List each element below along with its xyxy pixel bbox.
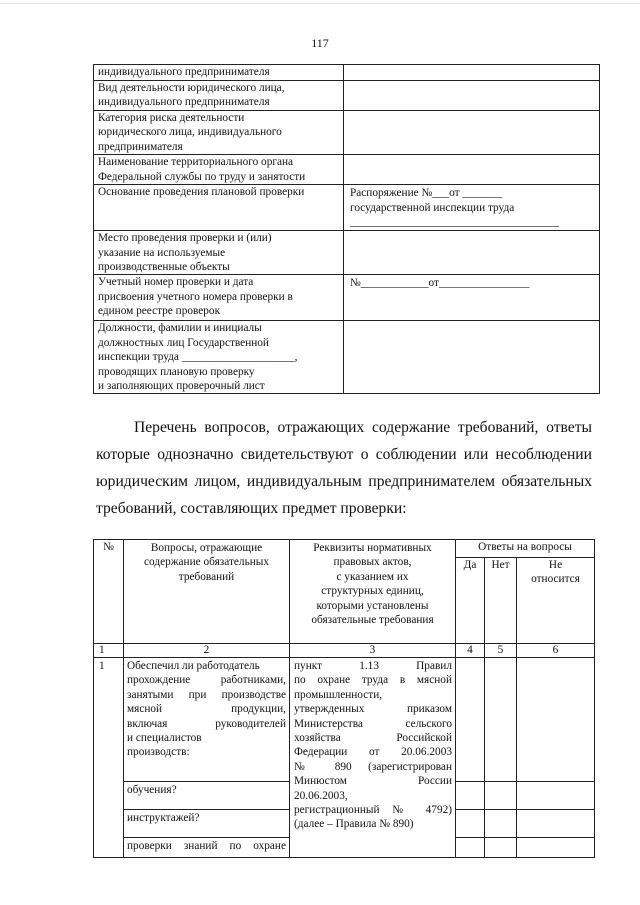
info-label-line: присвоения учетного номера проверки в [98, 290, 293, 303]
info-label-line: проводящих плановую проверку [98, 365, 255, 378]
sub-item-label: проверки знаний по охране [127, 840, 286, 852]
column-number [94, 644, 124, 658]
info-label-line: Учетный номер проверки и дата [98, 276, 254, 289]
row1-requisite-line: 20.06.2003, [294, 789, 348, 802]
info-value-line: государственной инспекции труда [350, 201, 515, 214]
info-label-line: Основание проведения плановой проверки [98, 186, 305, 199]
info-label-line: Наименование территориального органа [98, 156, 294, 169]
header-not-applicable [517, 558, 595, 644]
page-top-edge [0, 3, 640, 4]
column-number [124, 644, 290, 658]
paragraph-line: юридическим лицом, индивидуальным предпринимателем обязательных [96, 473, 592, 490]
info-row-value [344, 65, 600, 81]
info-label-line: должностных лиц Государственной [98, 336, 269, 349]
row1-requisite-line: № 890 (зарегистрирован [294, 760, 452, 773]
info-row-label [94, 111, 344, 155]
column-number [456, 644, 485, 658]
info-label-line: Должности, фамилии и инициалы [98, 322, 262, 335]
info-row [94, 275, 600, 321]
info-label-line: Место проведения проверки и (или) [98, 232, 272, 245]
row1-requisite-line: Минюстом России [294, 775, 452, 788]
row1-question-line: занятыми при производстве [127, 688, 286, 701]
row1-requisite-line: (далее – Правила № 890) [294, 818, 414, 831]
info-row [94, 155, 600, 185]
sub-training-na [517, 782, 595, 810]
column-number [517, 644, 595, 658]
info-value-line: Распоряжение №___от _______ [350, 187, 502, 200]
info-row [94, 65, 600, 81]
row1-requisite-line: Министерства сельского [294, 717, 452, 730]
sub-briefings-no [485, 810, 517, 838]
column-number-label: 1 [99, 644, 105, 656]
info-row [94, 81, 600, 111]
row1-question-line: включая руководителей [127, 717, 286, 730]
header-questions-line: требований [178, 570, 235, 583]
header-requisites-line: структурных единиц, [321, 585, 424, 598]
info-row-value [344, 321, 600, 394]
info-label-line: юридического лица, индивидуального [98, 126, 282, 139]
sub-training-no [485, 782, 517, 810]
info-row-value [344, 275, 600, 321]
header-na-line: относится [531, 573, 580, 586]
info-row [94, 231, 600, 275]
row1-requisite-line: по охране труда в мясной [294, 674, 452, 687]
header-requisites [290, 540, 456, 644]
row1-requisite-line: пункт 1.13 Правил [294, 660, 452, 672]
row1-question-line: производств: [127, 746, 190, 759]
sub-knowledge-na [517, 838, 595, 858]
column-number-label: 4 [467, 644, 473, 656]
info-row-label [94, 65, 344, 81]
info-row-label [94, 231, 344, 275]
info-row-label [94, 185, 344, 231]
header-number: № [94, 540, 124, 644]
sub-item-training [124, 782, 290, 810]
info-row-value [344, 155, 600, 185]
column-number-label: 5 [497, 644, 504, 656]
row1-question-line: прохождение работниками, [127, 674, 286, 687]
column-number-label: 3 [369, 644, 376, 656]
info-label-line: предпринимателя [98, 140, 183, 153]
info-row-value [344, 185, 600, 231]
checklist-questions-table [93, 539, 595, 858]
page-number: 117 [311, 36, 329, 50]
row1-requisite-line: хозяйства Российской [294, 732, 452, 745]
info-row [94, 185, 600, 231]
header-na-line: Не [548, 559, 563, 571]
info-row-label [94, 275, 344, 321]
sub-item-knowledge-check [124, 838, 290, 858]
paragraph-line: требований, составляющих предмет проверки: [96, 500, 407, 517]
info-row [94, 321, 600, 394]
row1-number: 1 [94, 658, 124, 858]
info-label-line: и заполняющих проверочный лист [98, 380, 265, 393]
paragraph-line: Перечень вопросов, отражающих содержание требований, ответы [134, 419, 592, 436]
sub-item-briefings [124, 810, 290, 838]
column-number [290, 644, 456, 658]
row1-question-line: мясной продукции, [127, 703, 286, 716]
header-requisites-line: с указанием их [336, 570, 409, 583]
info-label-line: Категория риска деятельности [98, 112, 245, 124]
column-number-row [94, 644, 595, 658]
row1-na [517, 658, 595, 782]
row1-question [124, 658, 290, 782]
header-questions-line: Вопросы, отражающие [150, 542, 263, 554]
row1-no [485, 658, 517, 782]
header-questions-line: содержание обязательных [143, 556, 269, 569]
header-requisites-line: обязательные требования [311, 614, 434, 627]
info-value-line: _____________________________________ [350, 216, 559, 229]
header-requisites-line: Реквизиты нормативных [313, 542, 432, 554]
requirements-intro-paragraph [96, 414, 592, 522]
info-label-line: Федеральной службы по труду и занятости [98, 170, 306, 183]
info-label-line: инспекции труда ____________________, [98, 351, 298, 364]
info-label-line: индивидуального предпринимателя [98, 66, 270, 78]
header-questions [124, 540, 290, 644]
info-label-line: едином реестре проверок [98, 305, 221, 318]
row1-yes [456, 658, 485, 782]
inspection-info-table [93, 64, 600, 394]
sub-item-label: инструктажей? [127, 812, 200, 824]
info-row-value [344, 231, 600, 275]
column-number-label: 2 [203, 644, 210, 656]
column-number-label: 6 [552, 644, 559, 656]
sub-knowledge-yes [456, 838, 485, 858]
row1-requisite-line: Федерации от 20.06.2003 [294, 746, 452, 759]
info-row-label [94, 81, 344, 111]
column-number [485, 644, 517, 658]
info-label-line: индивидуального предпринимателя [98, 96, 270, 109]
row1-question-line: и специалистов [127, 732, 202, 745]
header-requisites-line: которыми установлены [316, 599, 429, 612]
info-row-value [344, 81, 600, 111]
info-label-line: указание на используемые [98, 246, 226, 259]
header-answers: Ответы на вопросы [456, 540, 595, 558]
info-row-label [94, 155, 344, 185]
paragraph-line: которые однозначно свидетельствуют о соблюдении или несоблюдении [96, 446, 592, 463]
row1-requisite-line: утвержденных приказом [294, 703, 452, 716]
sub-training-yes [456, 782, 485, 810]
sub-briefings-na [517, 810, 595, 838]
header-requisites-line: правовых актов, [333, 556, 412, 569]
header-yes: Да [456, 558, 485, 644]
sub-item-label: обучения? [127, 784, 177, 796]
sub-knowledge-no [485, 838, 517, 858]
info-row [94, 111, 600, 155]
info-row-label [94, 321, 344, 394]
row1-requisite-line: промышленности, [294, 688, 383, 701]
header-no: Нет [485, 558, 517, 644]
sub-briefings-yes [456, 810, 485, 838]
info-row-value [344, 111, 600, 155]
info-label-line: Вид деятельности юридического лица, [98, 82, 285, 94]
row1-requisites [290, 658, 456, 858]
info-value-line: №____________от________________ [350, 277, 530, 290]
info-label-line: производственные объекты [98, 261, 230, 274]
row1-question-line: Обеспечил ли работодатель [127, 660, 260, 672]
row1-requisite-line: регистрационный № 4792) [294, 804, 452, 817]
